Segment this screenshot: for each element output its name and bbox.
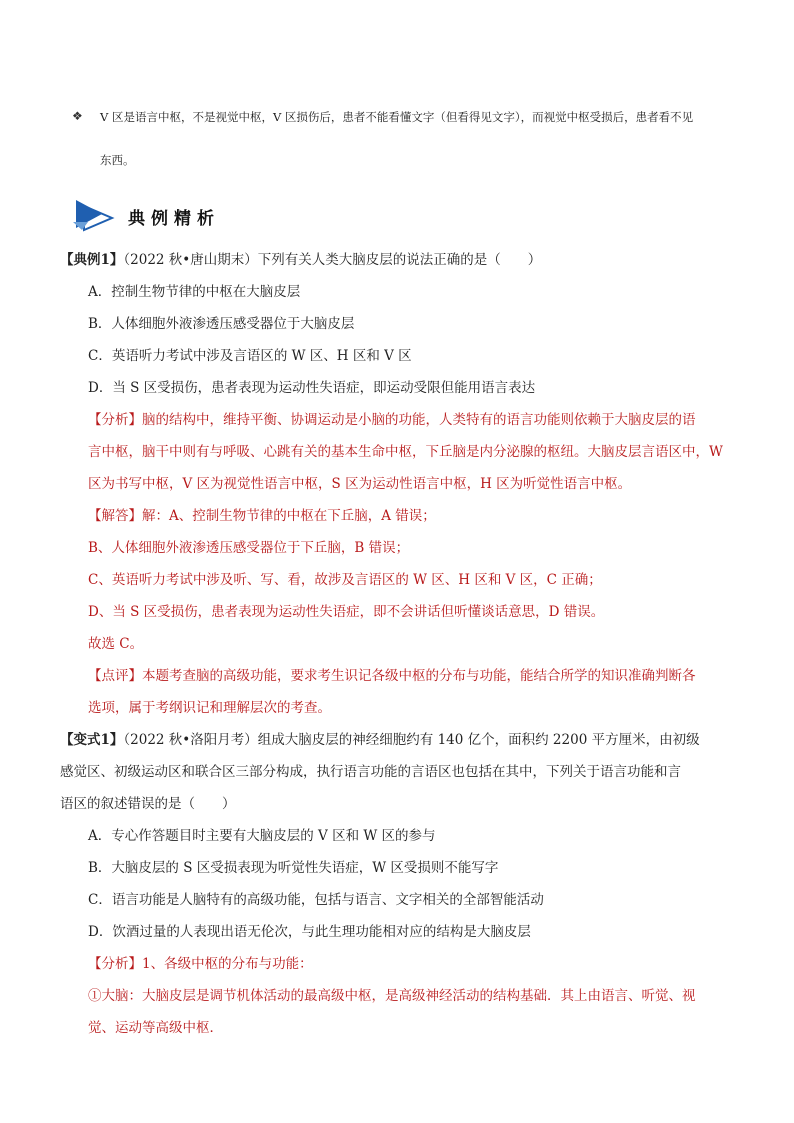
example1-comment-line-2: 选项，属于考纲识记和理解层次的考查。 [88,700,331,716]
variant1-item-line-2: 觉、运动等高级中枢． [88,1020,223,1036]
section-title: 典例精析 [128,209,220,229]
example1-analysis-label: 【分析】 [88,412,142,428]
example1-label: 【典例1】 [60,252,124,268]
note-line-1: V 区是语言中枢，不是视觉中枢，V 区损伤后，患者不能看懂文字（但看得见文字），而视觉中枢受损后，患者看不见 [100,110,694,124]
example1-stem: 下列有关人类大脑皮层的说法正确的是（ ） [257,252,542,268]
circled-number: ① [88,988,102,1004]
example1-answer-line-3: C、英语听力考试中涉及听、写、看，故涉及言语区的 W 区、H 区和 V 区，C 正确； [88,572,602,588]
example1-source: （2022 秋•唐山期末） [123,252,258,268]
note-line-2: 东西。 [100,153,135,167]
example1-comment-line-1: 【点评】本题考查脑的高级功能，要求考生识记各级中枢的分布与功能，能结合所学的知识准确判断各 [88,668,696,684]
example1-answer-line-5: 故选 C。 [88,636,144,652]
example1-option-c: C．英语听力考试中涉及言语区的 W 区、H 区和 V 区 [88,348,412,364]
variant1-option-b: B．大脑皮层的 S 区受损表现为听觉性失语症，W 区受损则不能写字 [88,860,499,876]
example1-analysis-line-2: 言中枢，脑干中则有与呼吸、心跳有关的基本生命中枢，下丘脑是内分泌腺的枢纽。大脑皮层言语区中，W [88,444,723,460]
variant1-analysis-title: 【分析】1、各级中枢的分布与功能： [88,956,313,972]
play-arrow-icon [72,198,118,232]
variant1-item-line-1: ①大脑：大脑皮层是调节机体活动的最高级中枢，是高级神经活动的结构基础．其上由语言、听觉、视 [88,988,696,1004]
variant1-analysis-label: 【分析】 [88,956,142,972]
example1-answer-line-1: 【解答】解：A、控制生物节律的中枢在下丘脑，A 错误； [88,508,436,524]
example1-option-a: A．控制生物节律的中枢在大脑皮层 [88,284,301,300]
example1-option-b: B．人体细胞外液渗透压感受器位于大脑皮层 [88,316,355,332]
variant1-option-c: C．语言功能是人脑特有的高级功能，包括与语言、文字相关的全部智能活动 [88,892,544,908]
example1-question [60,248,541,268]
variant1-option-d: D．饮酒过量的人表现出语无伦次，与此生理功能相对应的结构是大脑皮层 [88,924,531,940]
bullet-icon: ❖ [72,109,83,123]
example1-analysis-line-3: 区为书写中枢，V 区为视觉性语言中枢，S 区为运动性语言中枢，H 区为听觉性语言中枢。 [88,476,632,492]
example1-option-d: D．当 S 区受损伤，患者表现为运动性失语症，即运动受限但能用语言表达 [88,380,536,396]
example1-answer-line-4: D、当 S 区受损伤，患者表现为运动性失语症，即不会讲话但听懂谈话意思，D 错误。 [88,604,605,620]
variant1-option-a: A．专心作答题目时主要有大脑皮层的 V 区和 W 区的参与 [88,828,436,844]
example1-answer-label: 【解答】 [88,508,142,524]
variant1-question-line-3: 语区的叙述错误的是（ ） [60,796,236,812]
variant1-question-line-1: 【变式1】（2022 秋•洛阳月考）组成大脑皮层的神经细胞约有 140 亿个，面积约 2200 平方厘米，由初级 [60,732,700,748]
variant1-label: 【变式1】 [60,732,124,748]
example1-analysis-line-1: 【分析】脑的结构中，维持平衡、协调运动是小脑的功能，人类特有的语言功能则依赖于大脑皮层的语 [88,412,696,428]
example1-comment-label: 【点评】 [88,668,142,684]
variant1-question-line-2: 感觉区、初级运动区和联合区三部分构成，执行语言功能的言语区也包括在其中，下列关于语言功能和言 [60,764,681,780]
variant1-source: （2022 秋•洛阳月考） [123,732,258,748]
example1-answer-line-2: B、人体细胞外液渗透压感受器位于下丘脑，B 错误； [88,540,410,556]
